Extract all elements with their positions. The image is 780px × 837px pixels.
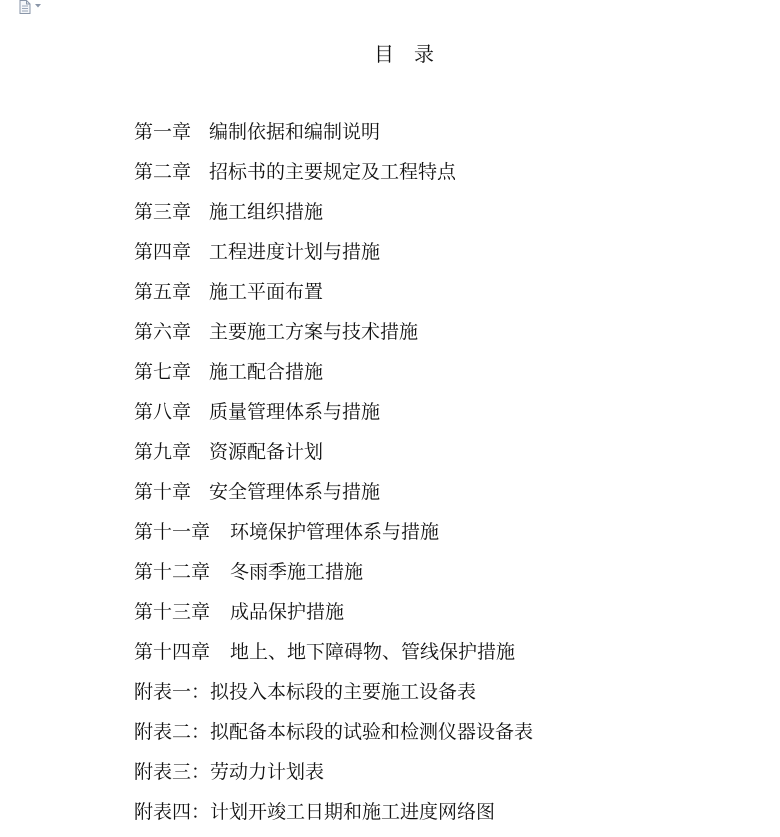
toc-item [134,477,533,517]
toc-item [134,117,533,157]
toc-item [134,357,533,397]
toc-item-number: 第二章 [134,161,192,183]
toc-item-number: 第十二章 [134,561,211,583]
toc-item-title: 主要施工方案与技术措施 [209,321,419,343]
toc-item-number: 第九章 [134,441,192,463]
toc-appendix-item [134,717,533,757]
toc-item-title: 安全管理体系与措施 [209,481,381,503]
page-title: 目 录 [374,42,434,66]
toc-appendix-item [134,677,533,717]
toc-item-number: 第四章 [134,241,192,263]
toc-item [134,197,533,237]
appendix-title: 劳动力计划表 [210,761,325,783]
appendix-number: 附表一： [134,681,211,703]
toc-item-number: 第十三章 [134,601,211,623]
toc-item-title: 工程进度计划与措施 [209,241,381,263]
toc-appendix-item [134,757,533,797]
document-icon [18,0,32,14]
toc-item-number: 第一章 [134,121,192,143]
appendix-number: 附表三： [134,761,211,783]
appendix-number: 附表四： [134,801,211,823]
toc-appendix-item [134,797,533,837]
toc-item [134,277,533,317]
toc-item [134,637,533,677]
toc-item [134,597,533,637]
document-menu[interactable] [18,0,48,14]
chevron-down-icon [35,4,41,8]
toc-item-number: 第三章 [134,201,192,223]
toc-item-title: 环境保护管理体系与措施 [230,521,440,543]
appendix-title: 计划开竣工日期和施工进度网络图 [210,801,496,823]
toc-item [134,397,533,437]
toc-item-number: 第五章 [134,281,192,303]
toc-item [134,437,533,477]
toc-item-number: 第八章 [134,401,192,423]
toc-item-title: 资源配备计划 [209,441,324,463]
toc-item-title: 施工平面布置 [209,281,324,303]
toc-item [134,517,533,557]
toc-item-title: 招标书的主要规定及工程特点 [209,161,457,183]
toc-item-number: 第十章 [134,481,192,503]
toc-item [134,557,533,597]
toc-item-number: 第十一章 [134,521,211,543]
toc-item-title: 施工组织措施 [209,201,324,223]
toc-item-title: 成品保护措施 [230,601,345,623]
toc-item-title: 冬雨季施工措施 [230,561,364,583]
toc-item-title: 地上、地下障碍物、管线保护措施 [230,641,516,663]
toc-item [134,157,533,197]
toc-item [134,237,533,277]
table-of-contents [134,117,533,837]
toc-item-number: 第六章 [134,321,192,343]
toc-item-title: 编制依据和编制说明 [209,121,381,143]
toc-item-number: 第十四章 [134,641,211,663]
appendix-number: 附表二： [134,721,211,743]
toc-item [134,317,533,357]
appendix-title: 拟投入本标段的主要施工设备表 [210,681,477,703]
appendix-title: 拟配备本标段的试验和检测仪器设备表 [210,721,534,743]
toc-item-title: 施工配合措施 [209,361,324,383]
toc-item-number: 第七章 [134,361,192,383]
toc-item-title: 质量管理体系与措施 [209,401,381,423]
